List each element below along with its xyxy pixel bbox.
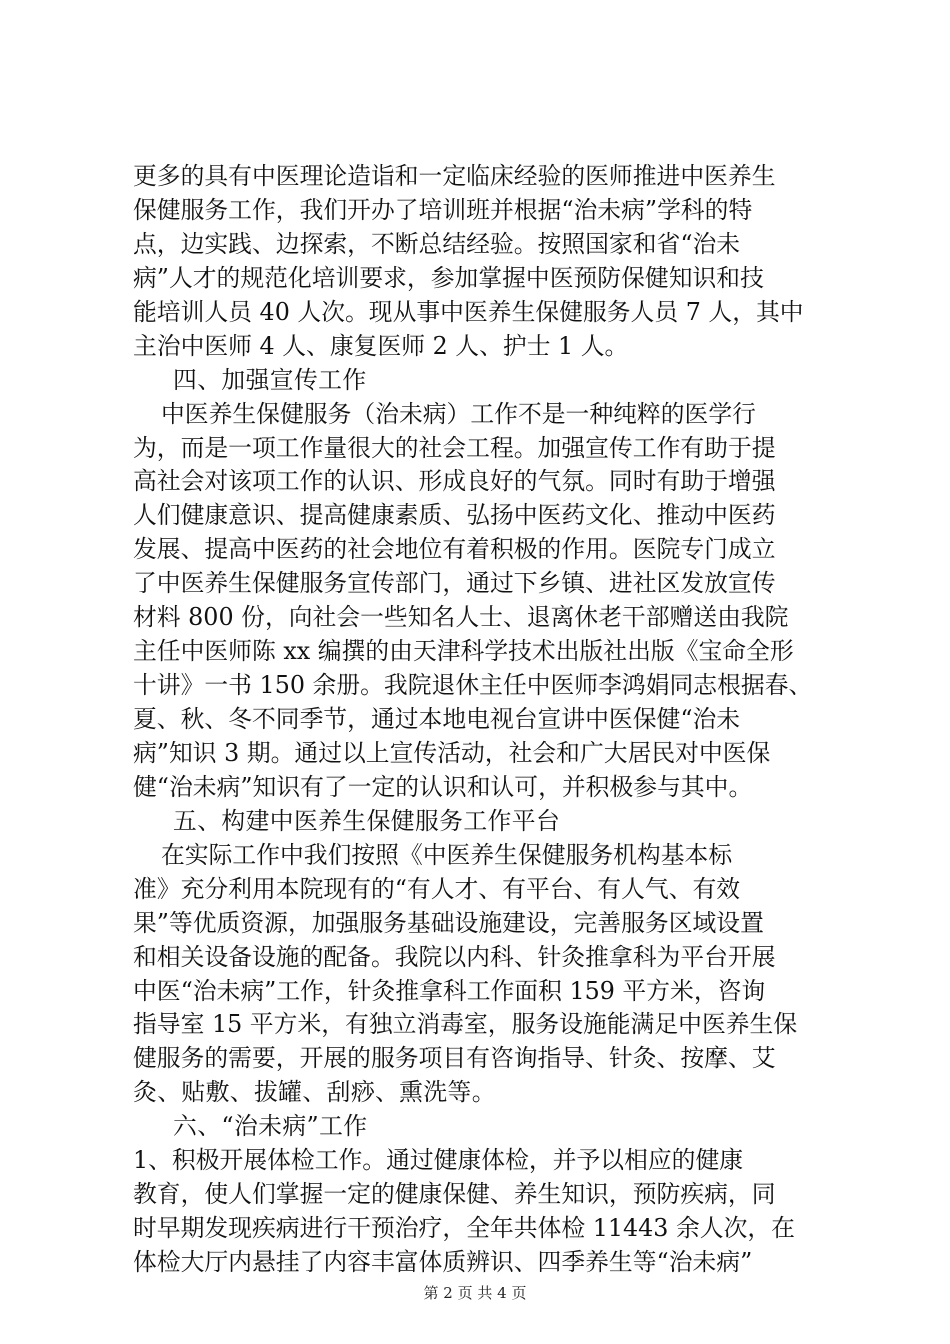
paragraph-line: 保健服务工作，我们开办了培训班并根据“治未病”学科的特 bbox=[133, 195, 753, 224]
paragraph-line: 时早期发现疾病进行干预治疗，全年共体检 11443 余人次，在 bbox=[133, 1214, 795, 1243]
paragraph-line: 主治中医师 4 人、康复医师 2 人、护士 1 人。 bbox=[133, 331, 629, 360]
section-heading: 五、构建中医养生保健服务工作平台 bbox=[173, 806, 561, 835]
paragraph-line: 健“治未病”知识有了一定的认识和认可，并积极参与其中。 bbox=[133, 772, 753, 801]
document-body bbox=[133, 160, 829, 1280]
paragraph-line: 了中医养生保健服务宣传部门，通过下乡镇、进社区发放宣传 bbox=[133, 569, 776, 598]
paragraph-line: 教育，使人们掌握一定的健康保健、养生知识，预防疾病，同 bbox=[133, 1180, 776, 1209]
paragraph-line: 1、积极开展体检工作。通过健康体检，并予以相应的健康 bbox=[133, 1146, 744, 1175]
paragraph-line: 体检大厅内悬挂了内容丰富体质辨识、四季养生等“治未病” bbox=[133, 1248, 753, 1276]
paragraph-line: 为，而是一项工作量很大的社会工程。加强宣传工作有助于提 bbox=[133, 433, 776, 462]
paragraph-line: 中医养生保健服务（治未病）工作不是一种纯粹的医学行 bbox=[161, 399, 756, 428]
paragraph-line: 点，边实践、边探索，不断总结经验。按照国家和省“治未 bbox=[133, 229, 741, 258]
paragraph-line: 病”知识 3 期。通过以上宣传活动，社会和广大居民对中医保 bbox=[133, 738, 771, 767]
section-heading: 四、加强宣传工作 bbox=[173, 365, 367, 394]
paragraph-line: 发展、提高中医药的社会地位有着积极的作用。医院专门成立 bbox=[133, 535, 776, 564]
paragraph-line: 人们健康意识、提高健康素质、弘扬中医药文化、推动中医药 bbox=[133, 501, 776, 530]
paragraph-line: 十讲》一书 150 余册。我院退休主任中医师李鸿娟同志根据春、 bbox=[133, 671, 813, 700]
paragraph-line: 高社会对该项工作的认识、形成良好的气氛。同时有助于增强 bbox=[133, 467, 776, 496]
paragraph-line: 健服务的需要，开展的服务项目有咨询指导、针灸、按摩、艾 bbox=[133, 1044, 776, 1073]
paragraph-line: 指导室 15 平方米，有独立消毒室，服务设施能满足中医养生保 bbox=[133, 1010, 798, 1039]
section-heading: 六、“治未病”工作 bbox=[173, 1112, 368, 1141]
paragraph-line: 更多的具有中医理论造诣和一定临床经验的医师推进中医养生 bbox=[133, 162, 776, 190]
paragraph-line: 主任中医师陈 xx 编撰的由天津科学技术出版社出版《宝命全形 bbox=[133, 637, 794, 666]
page-footer: 第 2 页 共 4 页 bbox=[423, 1284, 527, 1302]
paragraph-line: 在实际工作中我们按照《中医养生保健服务机构基本标 bbox=[161, 840, 733, 869]
paragraph-line: 准》充分利用本院现有的“有人才、有平台、有人气、有效 bbox=[133, 874, 741, 903]
paragraph-line: 夏、秋、冬不同季节，通过本地电视台宣讲中医保健“治未 bbox=[133, 705, 741, 733]
paragraph-line: 能培训人员 40 人次。现从事中医养生保健服务人员 7 人，其中 bbox=[133, 297, 804, 326]
paragraph-line: 材料 800 份，向社会一些知名人士、退离休老干部赠送由我院 bbox=[133, 603, 789, 632]
paragraph-line: 果”等优质资源，加强服务基础设施建设，完善服务区域设置 bbox=[133, 908, 764, 937]
paragraph-line: 中医“治未病”工作，针灸推拿科工作面积 159 平方米，咨询 bbox=[133, 976, 766, 1005]
paragraph-line: 病”人才的规范化培训要求，参加掌握中医预防保健知识和技 bbox=[133, 263, 764, 292]
paragraph-line: 灸、贴敷、拔罐、刮痧、熏洗等。 bbox=[133, 1078, 496, 1107]
paragraph-line: 和相关设备设施的配备。我院以内科、针灸推拿科为平台开展 bbox=[133, 942, 776, 971]
